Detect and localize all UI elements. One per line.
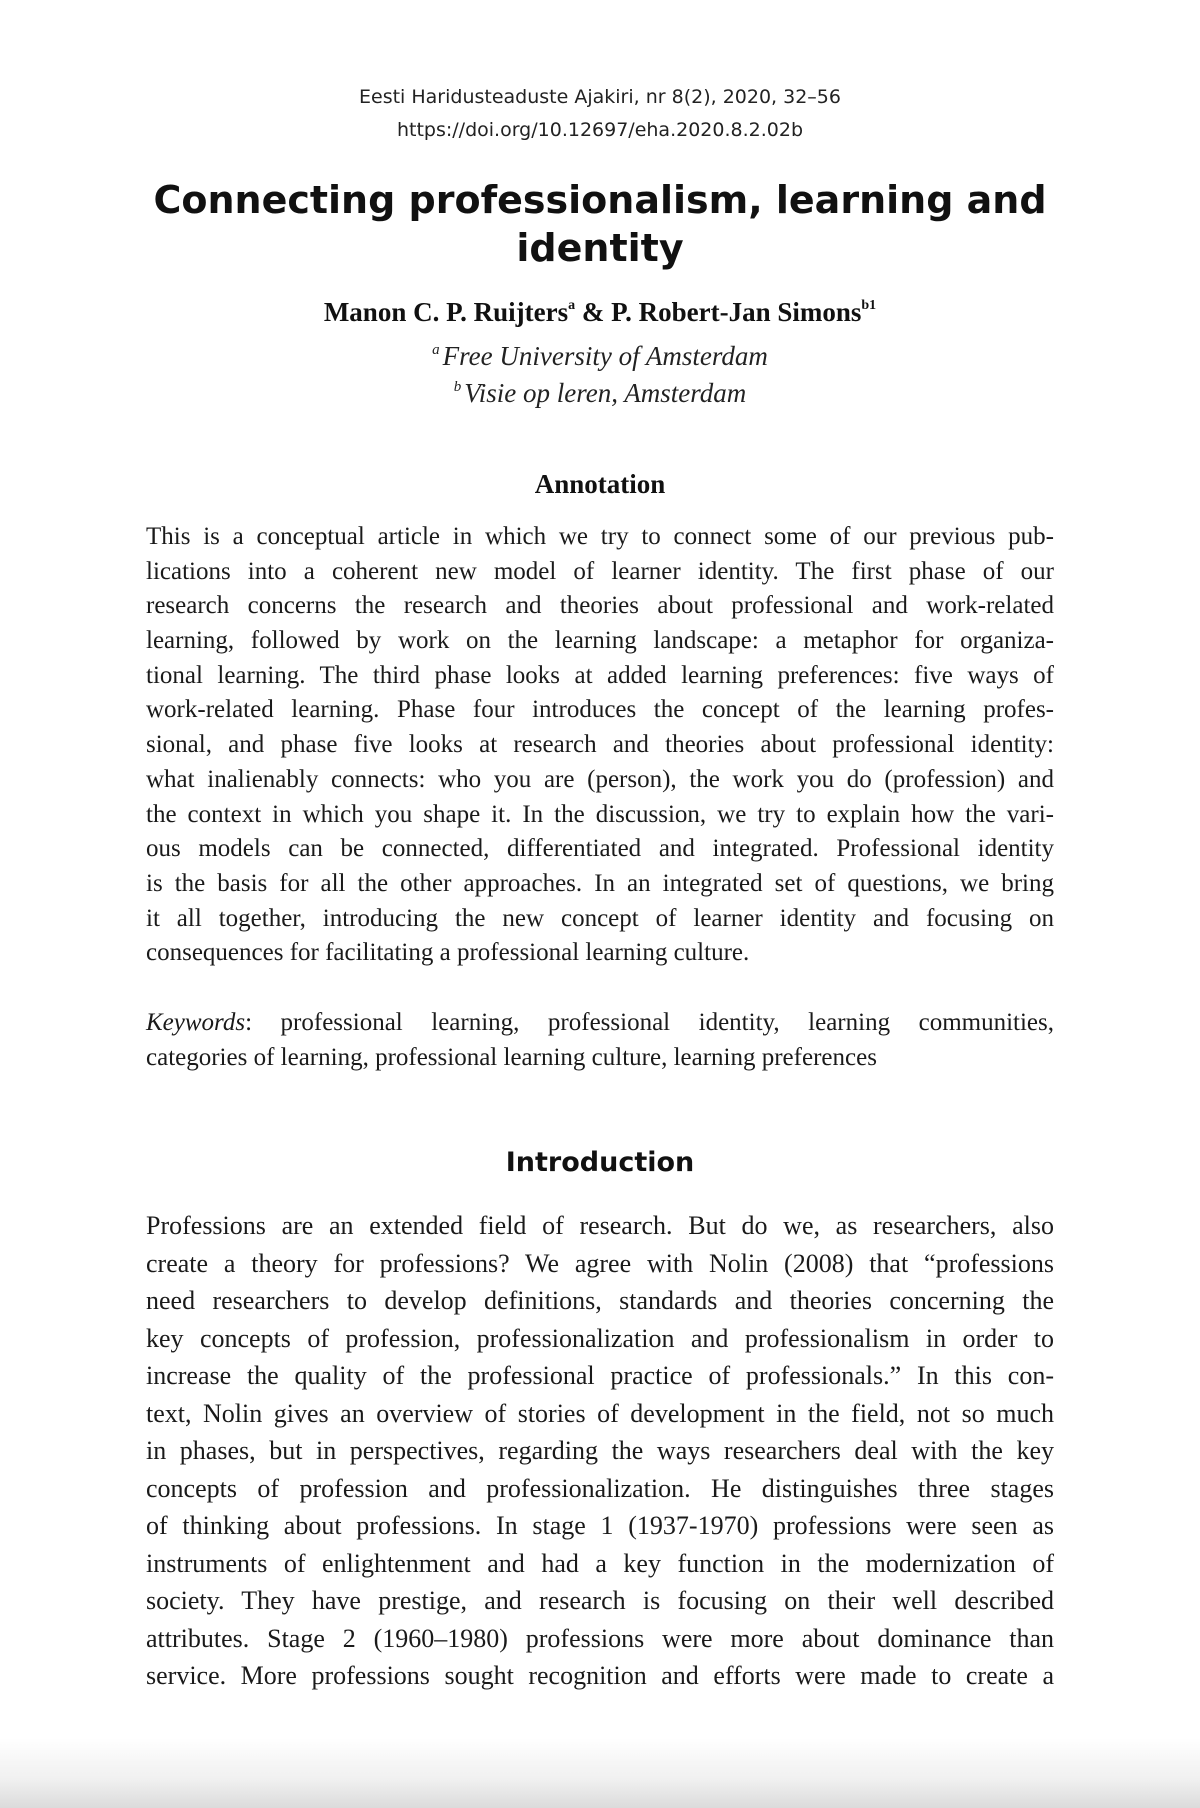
annotation-line: sional, and phase five looks at research and theories about professional identity: [146,731,1054,759]
annotation-body [146,520,1054,971]
paper-title [150,176,1050,272]
annotation-line: the context in which you shape it. In the discussion, we try to explain how the vari- [146,800,1054,828]
page-bottom-shadow [0,1738,1200,1808]
introduction-line: key concepts of profession, professionalization and professionalism in order to [146,1323,1054,1353]
title-line-2: identity [516,226,684,270]
annotation-heading: Annotation [534,469,666,499]
affiliation-a [0,341,1200,372]
annotation-line: consequences for facilitating a professional learning culture. [146,939,750,967]
affiliation-a-mark: a [432,342,440,358]
introduction-line: increase the quality of the professional practice of professionals.” In this con- [146,1361,1054,1390]
annotation-line: lications into a coherent new model of learner identity. The first phase of our [146,557,1054,585]
affiliation-a-text: Free University of Amsterdam [442,341,768,371]
introduction-line: need researchers to develop definitions, standards and theories concerning the [146,1286,1054,1315]
annotation-line: This is a conceptual article in which we try to connect some of our previous pub- [146,523,1054,550]
introduction-line: Professions are an extended field of research. But do we, as researchers, also [146,1211,1054,1240]
title-line-1: Connecting professionalism, learning and [153,178,1047,222]
annotation-line: learning, followed by work on the learning landscape: a metaphor for organiza- [146,627,1054,655]
annotation-line: what inalienably connects: who you are (person), the work you do (profession) and [146,765,1054,793]
introduction-heading: Introduction [505,1147,695,1178]
journal-citation: Eesti Haridusteaduste Ajakiri, nr 8(2), 2020, 32–56 [359,86,841,108]
introduction-line: attributes. Stage 2 (1960–1980) professions were more about dominance than [146,1623,1054,1653]
annotation-line: research concerns the research and theories about professional and work-related [146,592,1054,620]
author-2-affiliation-mark: b1 [861,298,877,313]
keywords-block [146,1005,1054,1075]
keywords-text-1: : professional learning, professional identity, learning communities, [245,1009,1054,1036]
affiliation-b-mark: b [453,379,462,395]
introduction-line: of thinking about professions. In stage 1 (1937-1970) professions were seen as [146,1511,1054,1540]
introduction-line: create a theory for professions? We agree with Nolin (2008) that “professions [146,1248,1054,1278]
introduction-line: in phases, but in perspectives, regarding the ways researchers deal with the key [146,1436,1054,1465]
doi-link[interactable]: https://doi.org/10.12697/eha.2020.8.2.02b [396,119,804,141]
introduction-line: society. They have prestige, and research is focusing on their well described [146,1586,1054,1615]
annotation-line: tional learning. The third phase looks at added learning preferences: five ways of [146,661,1054,689]
keywords-label: Keywords [146,1009,246,1036]
affiliation-b-text: Visie op leren, Amsterdam [464,378,747,408]
annotation-line: it all together, introducing the new concept of learner identity and focusing on [146,904,1054,932]
introduction-line: service. More professions sought recognition and efforts were made to create a [146,1661,1054,1690]
introduction-body [146,1207,1054,1695]
annotation-line: ous models can be connected, differentiated and integrated. Professional identity [146,835,1054,863]
author-separator: & [575,297,612,327]
annotation-line: is the basis for all the other approaches. In an integrated set of questions, we bring [146,869,1054,897]
annotation-line: work-related learning. Phase four introduces the concept of the learning profes- [146,696,1054,724]
introduction-line: concepts of profession and professionalization. He distinguishes three stages [146,1473,1054,1503]
author-1: Manon C. P. Ruijters [323,297,569,327]
author-1-affiliation-mark: a [568,298,576,313]
author-2: P. Robert-Jan Simons [611,297,862,327]
keywords-line-2: categories of learning, professional learning culture, learning preferences [146,1044,877,1071]
keywords-line-1 [146,1005,1054,1040]
introduction-line: text, Nolin gives an overview of stories of development in the field, not so much [146,1398,1054,1428]
affiliation-b [0,378,1200,409]
author-list [0,297,1200,328]
introduction-line: instruments of enlightenment and had a key function in the modernization of [146,1548,1054,1578]
